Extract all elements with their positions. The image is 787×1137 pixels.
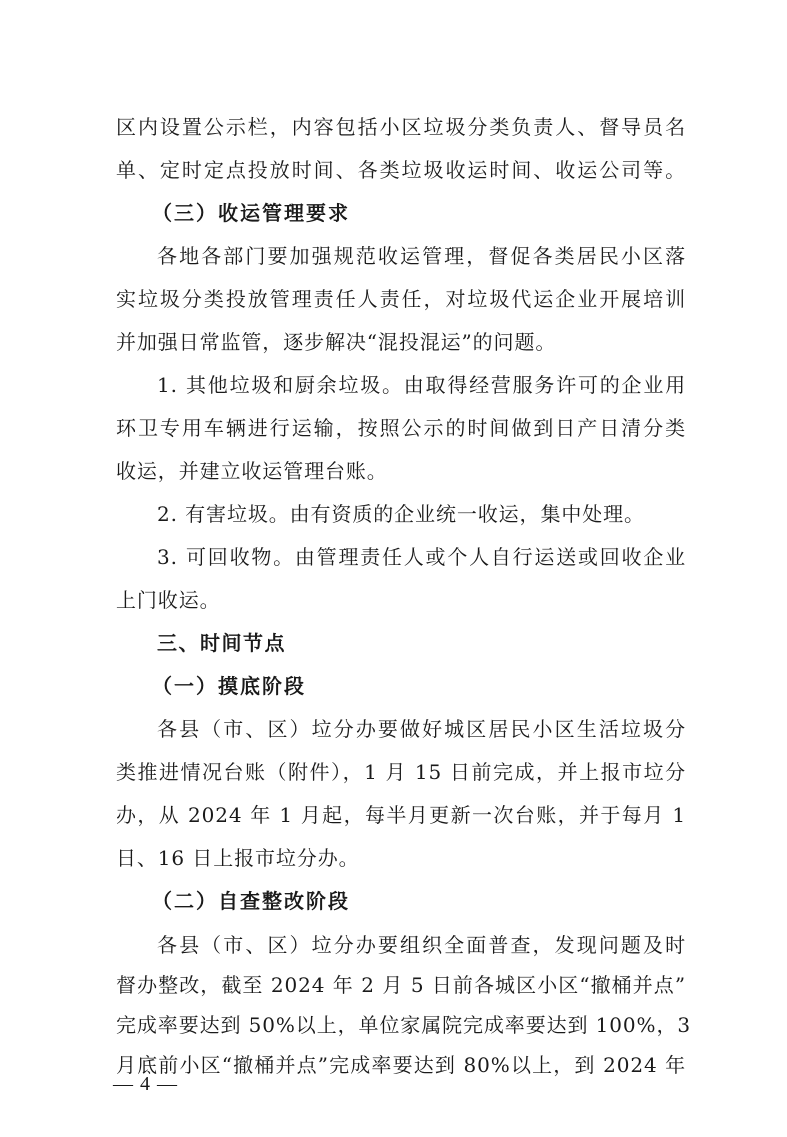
section-subheading: （三）收运管理要求 xyxy=(152,201,350,225)
paragraph-line: 完成率要达到 50%以上，单位家属院完成率要达到 100%，3 xyxy=(116,1013,691,1037)
paragraph-line: 1. 其他垃圾和厨余垃圾。由取得经营服务许可的企业用 xyxy=(157,373,686,397)
paragraph-line: 类推进情况台账（附件），1 月 15 日前完成，并上报市垃分 xyxy=(116,760,686,784)
paragraph-line: 日、16 日上报市垃分办。 xyxy=(116,846,360,870)
paragraph-line: 月底前小区“撤桶并点”完成率要达到 80%以上，到 2024 年 xyxy=(116,1053,686,1077)
paragraph-line: 2. 有害垃圾。由有资质的企业统一收运，集中处理。 xyxy=(157,502,645,526)
paragraph-line: 各县（市、区）垃分办要做好城区居民小区生活垃圾分 xyxy=(157,717,686,741)
paragraph-line: 督办整改，截至 2024 年 2 月 5 日前各城区小区“撤桶并点” xyxy=(116,973,686,997)
section-subheading: （二）自查整改阶段 xyxy=(152,889,350,913)
paragraph-line: 并加强日常监管，逐步解决“混投混运”的问题。 xyxy=(116,330,557,354)
paragraph-line: 实垃圾分类投放管理责任人责任，对垃圾代运企业开展培训 xyxy=(116,287,686,311)
paragraph-line: 上门收运。 xyxy=(116,588,221,612)
paragraph-line: 各地各部门要加强规范收运管理，督促各类居民小区落 xyxy=(157,244,686,268)
paragraph-line: 单、定时定点投放时间、各类垃圾收运时间、收运公司等。 xyxy=(116,158,686,182)
paragraph-line: 收运，并建立收运管理台账。 xyxy=(116,459,388,483)
paragraph-line: 各县（市、区）垃分办要组织全面普查，发现问题及时 xyxy=(157,933,686,957)
paragraph-line: 环卫专用车辆进行运输，按照公示的时间做到日产日清分类 xyxy=(116,416,686,440)
section-subheading: （一）摸底阶段 xyxy=(152,674,306,698)
paragraph-line: 区内设置公示栏，内容包括小区垃圾分类负责人、督导员名 xyxy=(116,115,686,139)
paragraph-line: 3. 可回收物。由管理责任人或个人自行运送或回收企业 xyxy=(157,545,686,569)
section-heading: 三、时间节点 xyxy=(157,631,286,655)
paragraph-line: 办，从 2024 年 1 月起，每半月更新一次台账，并于每月 1 xyxy=(116,803,686,827)
page-number: — 4 — xyxy=(113,1073,178,1095)
